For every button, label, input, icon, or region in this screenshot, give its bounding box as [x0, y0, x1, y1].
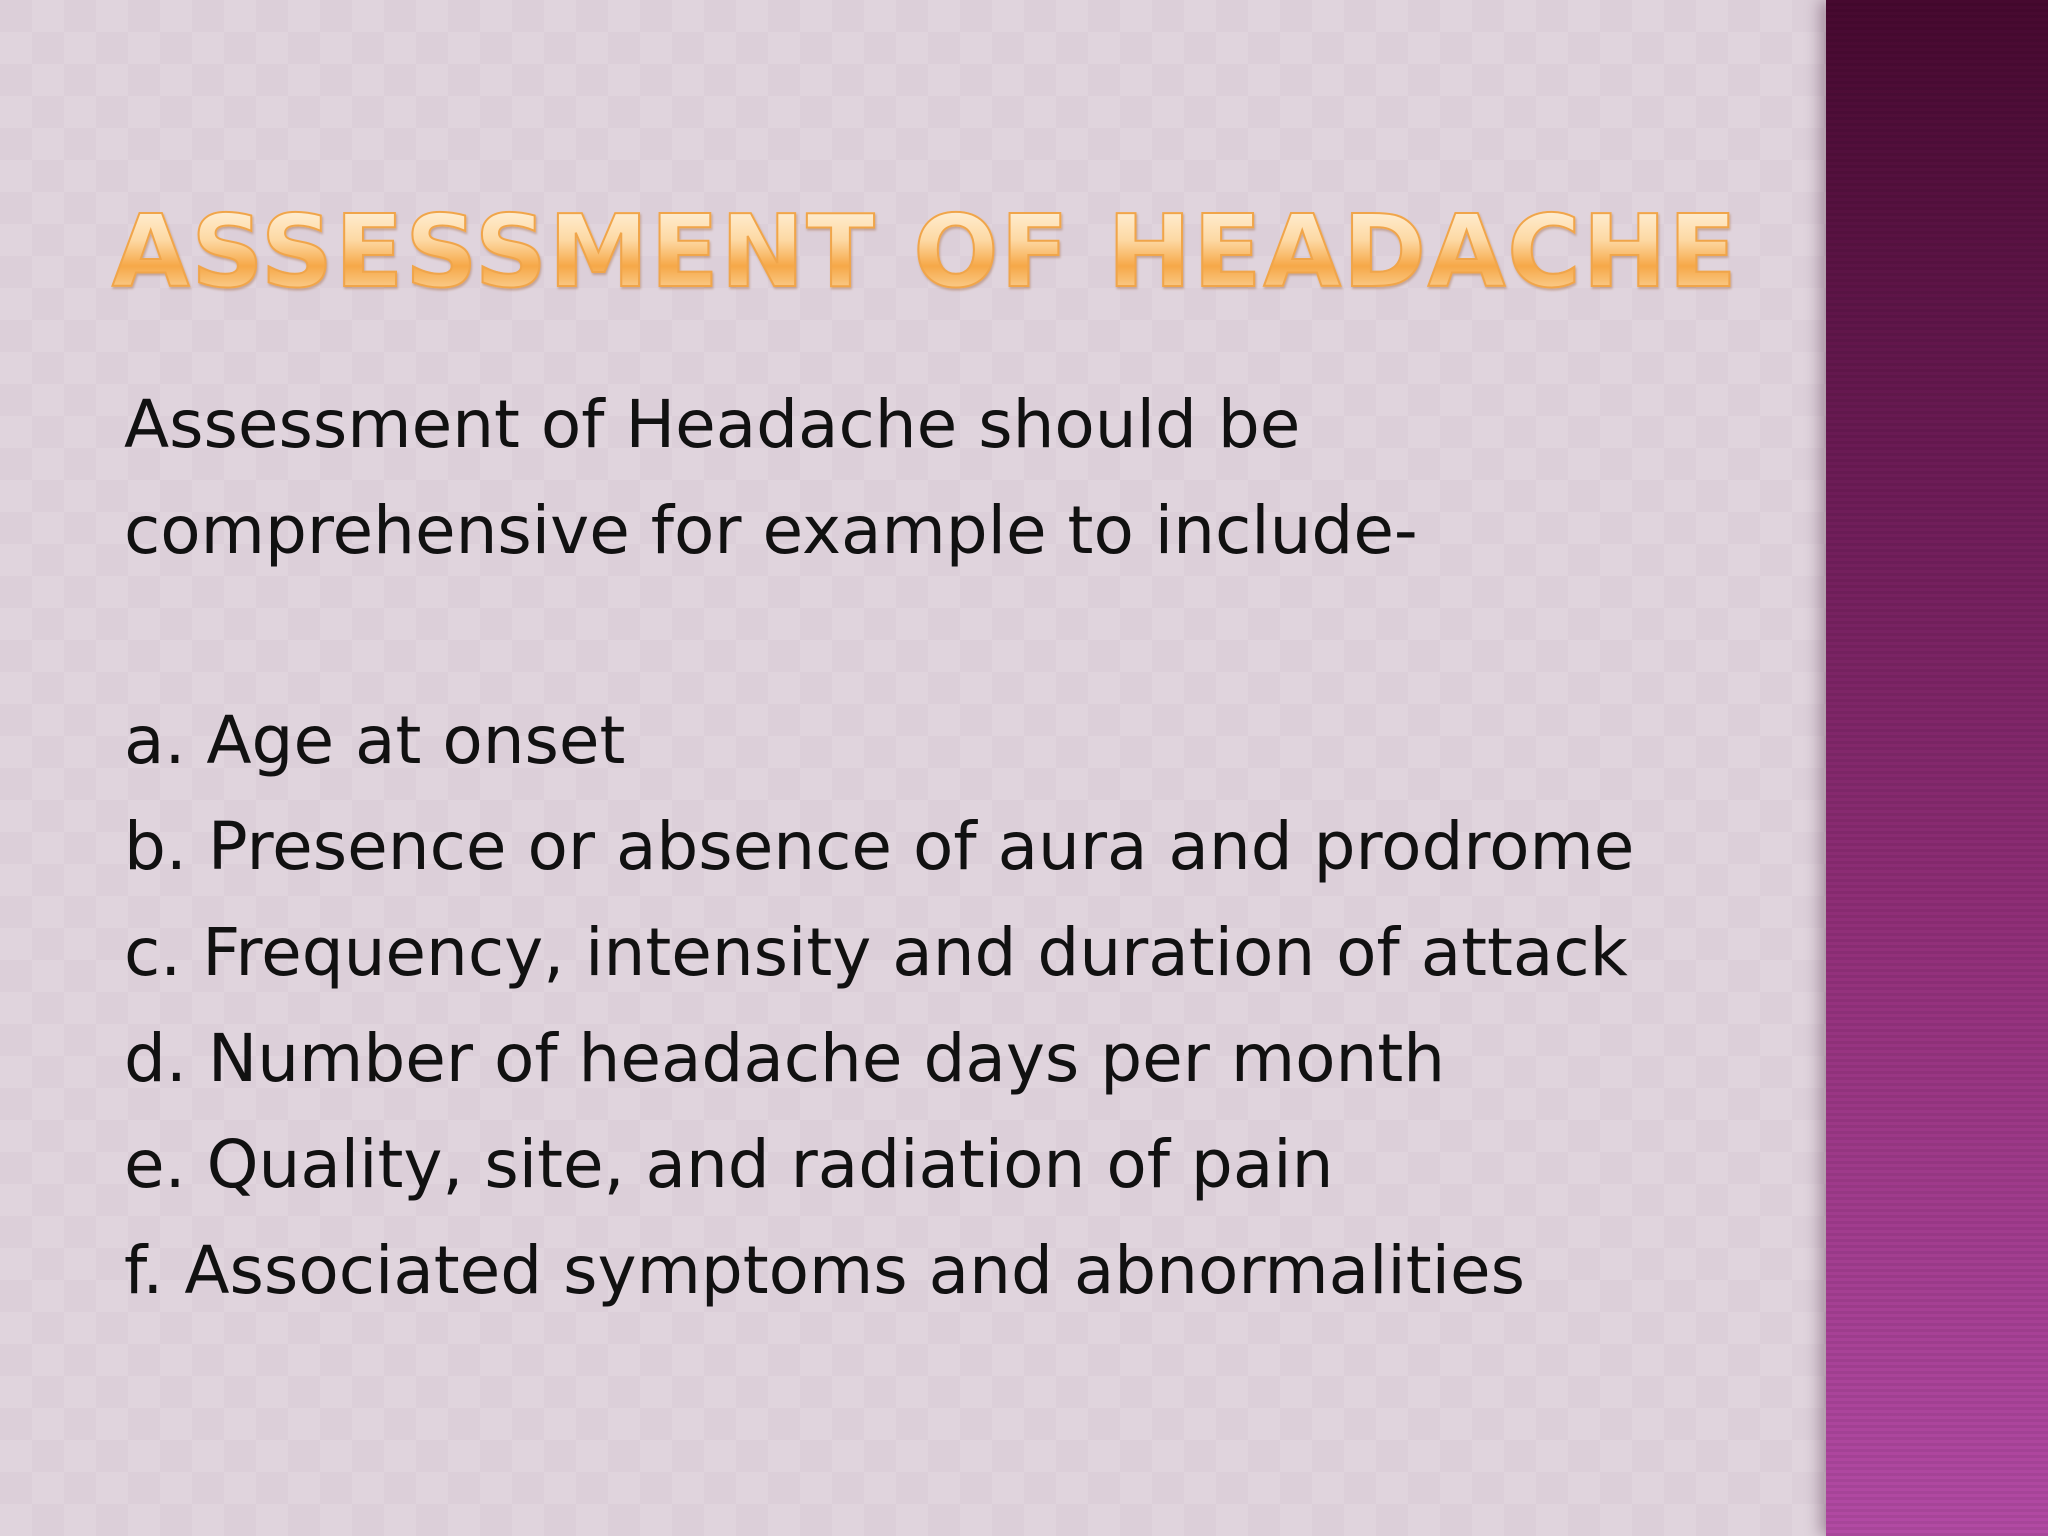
assessment-list: [124, 688, 1784, 1324]
list-item-aura-prodrome: b. Presence or absence of aura and prodrome: [124, 808, 1635, 885]
list-item-headache-days: d. Number of headache days per month: [124, 1020, 1446, 1097]
list-item-quality-site: e. Quality, site, and radiation of pain: [124, 1126, 1334, 1203]
side-decorative-band: [1826, 0, 2048, 1536]
intro-line-1: Assessment of Headache should be: [124, 386, 1301, 463]
list-item-frequency-intensity: c. Frequency, intensity and duration of attack: [124, 914, 1628, 991]
paragraph-gap: [124, 584, 1784, 688]
intro-line-2: comprehensive for example to include-: [124, 492, 1418, 569]
list-item-age-at-onset: a. Age at onset: [124, 702, 626, 779]
slide-body: [124, 372, 1784, 1324]
slide-title: ASSESSMENT OF HEADACHE: [112, 193, 1739, 310]
list-item-associated-symptoms: f. Associated symptoms and abnormalities: [124, 1232, 1525, 1309]
